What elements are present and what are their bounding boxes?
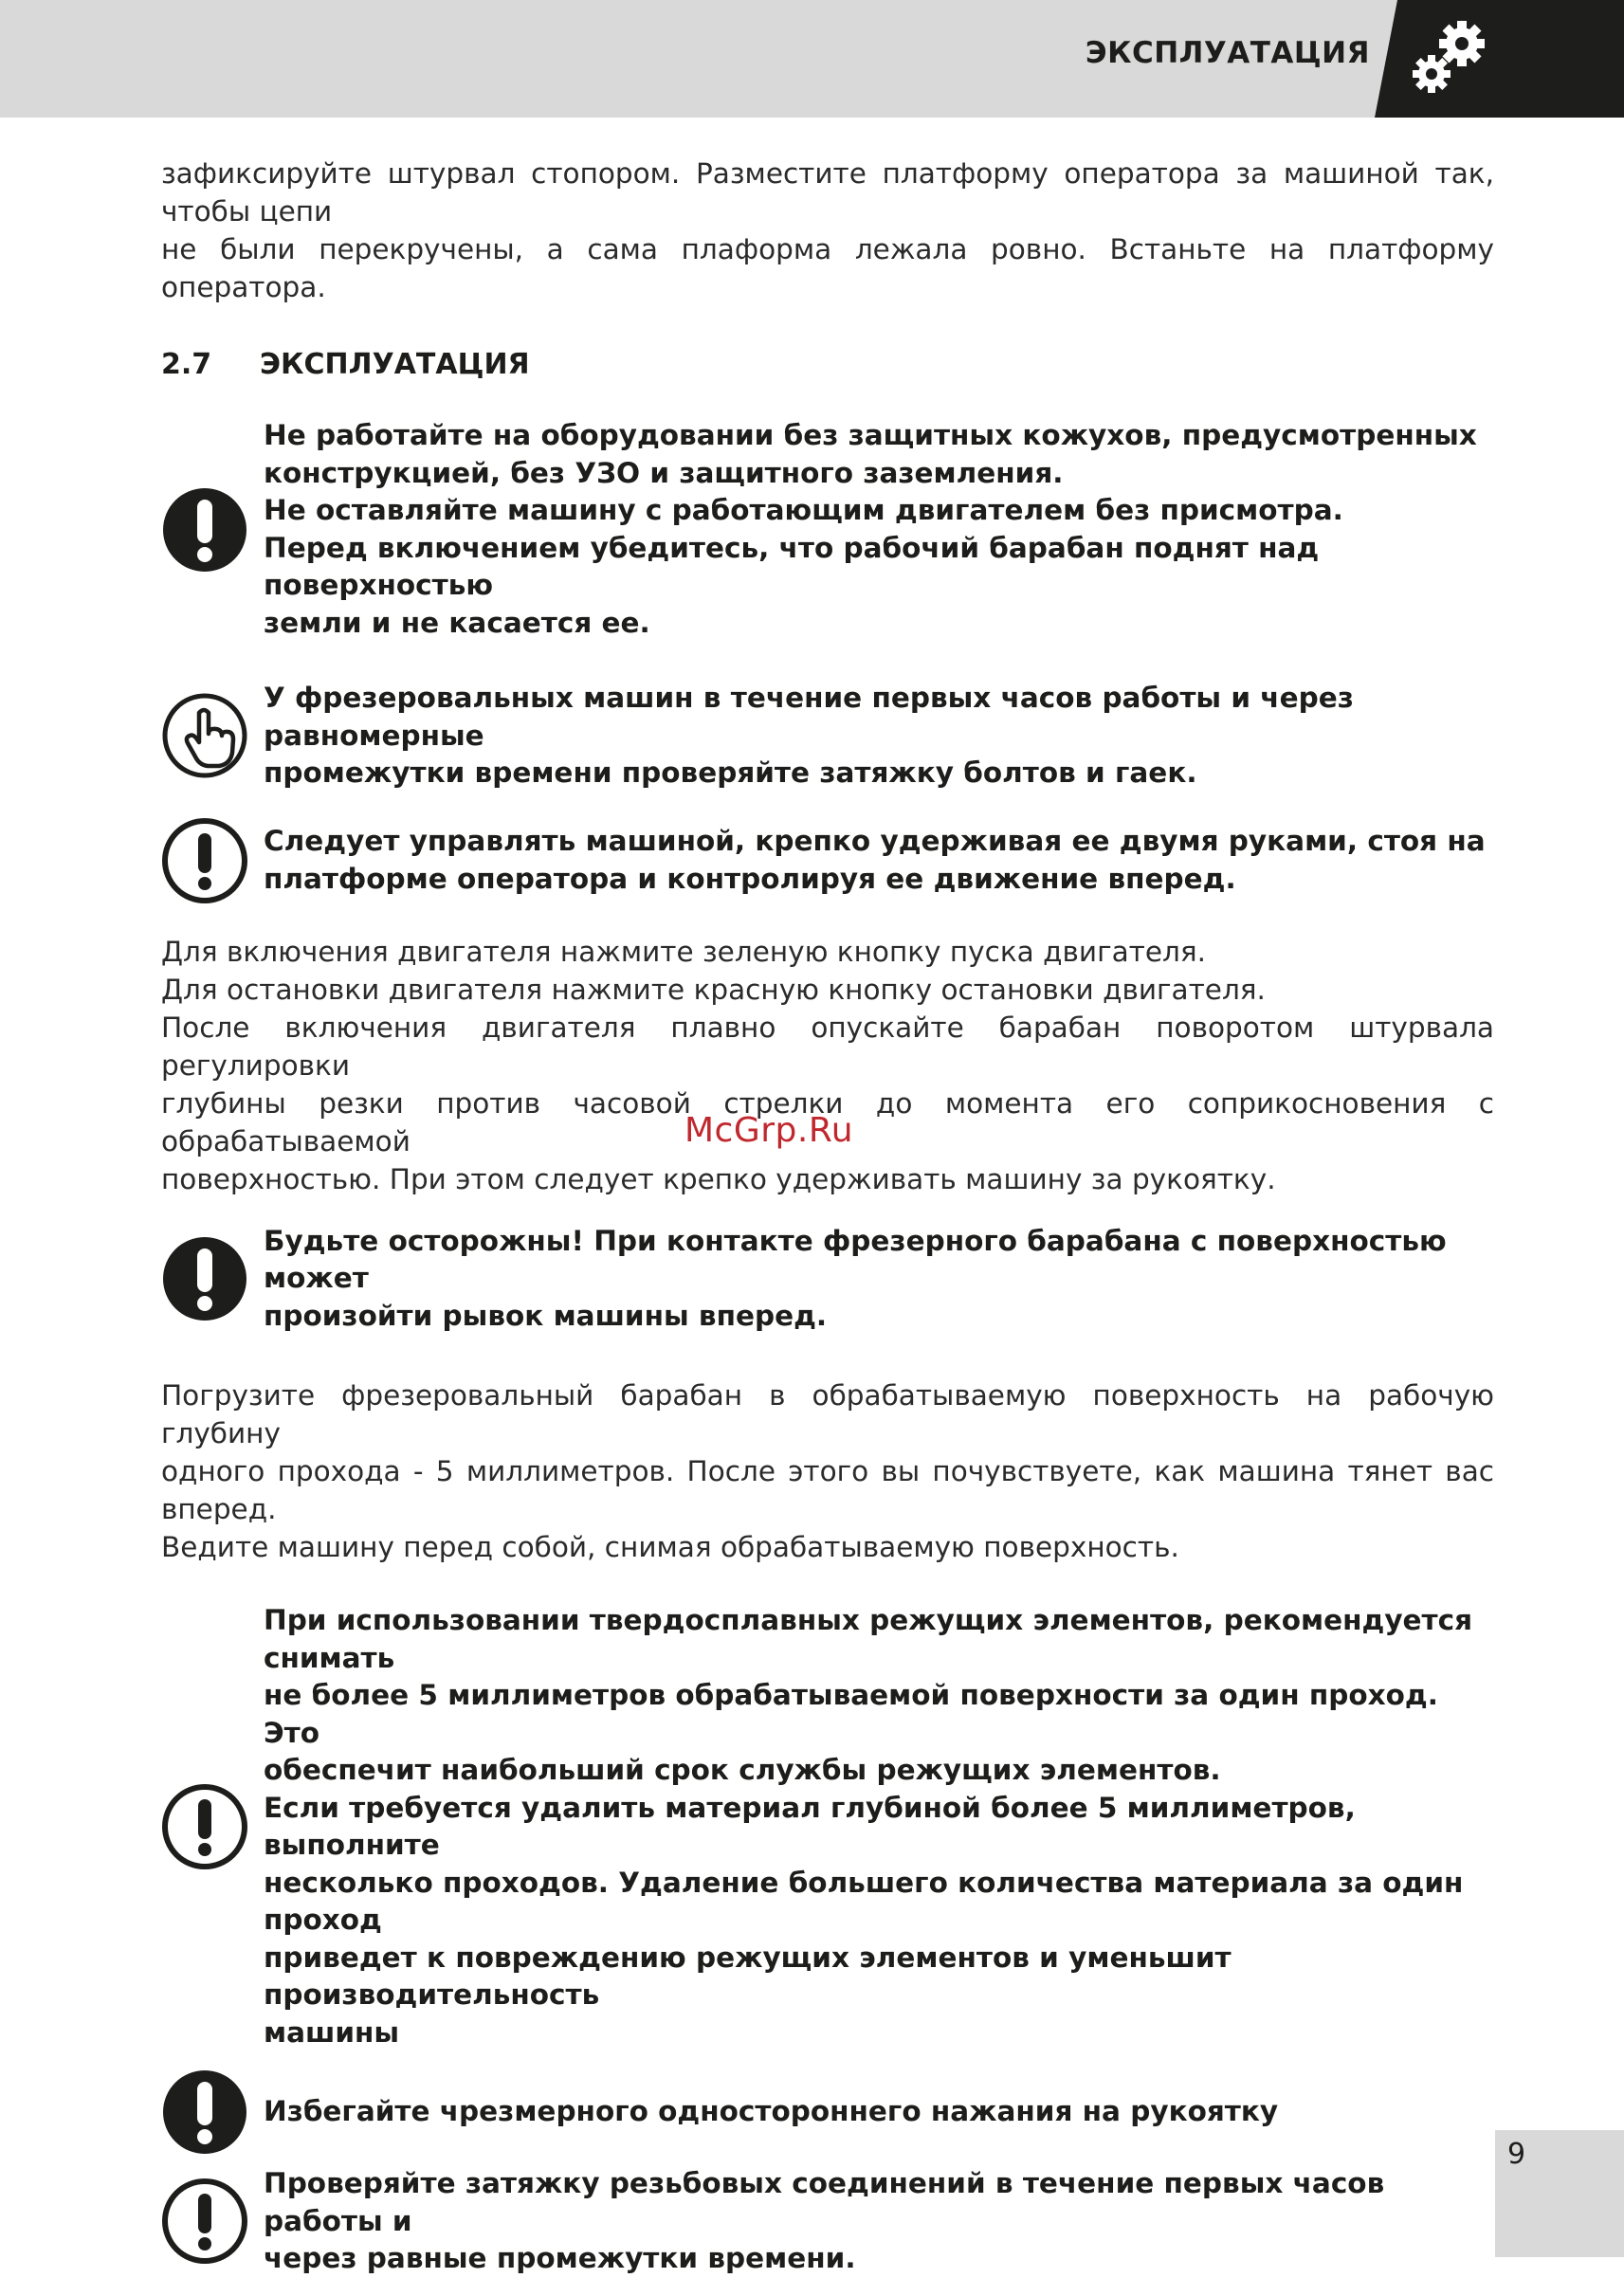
text-line: промежутки времени проверяйте затяжку болтов и гаек. [264,756,1197,789]
intro-paragraph [161,155,1494,306]
text-line: Проверяйте затяжку резьбовых соединений в течение первых часов работы и [264,2167,1385,2237]
text-line: Не работайте на оборудовании без защитных кожухов, предусмотренных [264,419,1477,451]
section-title: ЭКСПЛУАТАЦИЯ [260,348,530,381]
warning-notice [161,2068,1494,2156]
depth-paragraph [161,1376,1494,1566]
page-content [161,155,1494,2278]
warning-text [264,2093,1278,2131]
exclamation-outline-icon [161,2178,248,2265]
text-line: Погрузите фрезеровальный барабан в обрабатываемую поверхность на рабочую глубину [161,1379,1494,1449]
warning-notice [161,1223,1494,1336]
text-line: приведет к повреждению режущих элементов и уменьшит производительность [264,1941,1232,2011]
text-line: Избегайте чрезмерного одностороннего нажания на рукоятку [264,2095,1279,2128]
warning-text [264,1223,1494,1336]
text-line: Не оставляйте машину с работающим двигателем без присмотра. [264,494,1343,526]
text-line: При использовании твердосплавных режущих элементов, рекомендуется снимать [264,1604,1473,1674]
text-line: У фрезеровальных машин в течение первых часов работы и через равномерные [264,682,1354,752]
text-line: зафиксируйте штурвал стопором. Разместите платформу оператора за машиной так, чтобы цепи [161,157,1494,228]
text-line: Будьте осторожны! При контакте фрезерного барабана с поверхностью может [264,1224,1447,1294]
text-line: земли и не касается ее. [264,606,650,639]
operation-paragraph [161,933,1494,1198]
text-line: через равные промежутки времени. [264,2242,856,2274]
caution-notice [161,2165,1494,2278]
exclamation-outline-icon [161,1783,248,1870]
exclamation-filled-icon [161,1235,248,1322]
exclamation-outline-icon [161,817,248,904]
caution-text [264,823,1486,898]
text-line: произойти рывок машины вперед. [264,1299,828,1332]
exclamation-filled-icon [161,2068,248,2156]
warning-notice [161,417,1494,642]
text-line: платформе оператора и контролируя ее движение вперед. [264,862,1236,895]
caution-notice [161,817,1494,904]
text-line: обеспечит наибольший срок службы режущих элементов. [264,1754,1221,1786]
tip-notice [161,680,1494,793]
caution-notice [161,1602,1494,2051]
header-title: ЭКСПЛУАТАЦИЯ [1085,36,1370,70]
text-line: Ведите машину перед собой, снимая обрабатываемую поверхность. [161,1531,1179,1563]
tip-text [264,680,1494,793]
text-line: Следует управлять машиной, крепко удерживая ее двумя руками, стоя на [264,825,1486,857]
text-line: машины [264,2015,400,2049]
text-line: одного прохода - 5 миллиметров. После этого вы почувствуете, как машина тянет вас вперед. [161,1455,1494,1525]
exclamation-filled-icon [161,486,248,574]
warning-text [264,417,1494,642]
text-line: конструкцией, без УЗО и защитного заземления. [264,456,1064,489]
text-line: несколько проходов. Удаление большего количества материала за один проход [264,1866,1464,1936]
text-line: не были перекручены, а сама плаформа лежала ровно. Встаньте на платформу оператора. [161,233,1494,303]
page-number: 9 [1507,2138,1526,2171]
watermark: McGrp.Ru [684,1111,854,1150]
text-line: глубины резки против часовой стрелки до момента его соприкосновения с обрабатываемой [161,1086,1494,1157]
section-number: 2.7 [161,348,212,381]
text-line: Перед включением убедитесь, что рабочий барабан поднят над поверхностью [264,531,1320,601]
text-line: Для остановки двигателя нажмите красную кнопку остановки двигателя. [161,973,1266,1006]
text-line: После включения двигателя плавно опускайте барабан поворотом штурвала регулировки [161,1011,1494,1082]
header-tab [1375,0,1624,118]
text-line: поверхностью. При этом следует крепко удерживать машину за рукоятку. [161,1162,1276,1195]
caution-text [264,2165,1494,2278]
section-heading [161,348,1494,381]
hand-pointer-icon [161,692,248,779]
caution-text [264,1602,1494,2051]
text-line: Для включения двигателя нажмите зеленую кнопку пуска двигателя. [161,935,1206,968]
text-line: Если требуется удалить материал глубиной более 5 миллиметров, выполните [264,1791,1356,1861]
text-line: не более 5 миллиметров обрабатываемой поверхности за один проход. Это [264,1679,1438,1749]
